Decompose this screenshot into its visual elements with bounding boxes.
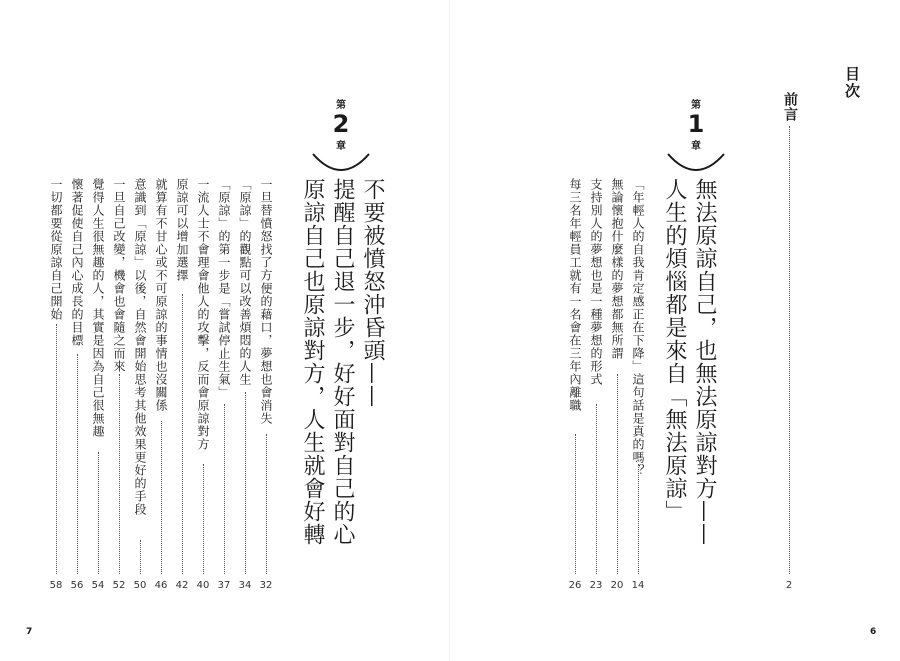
- chapter-2-zhang: 章: [336, 141, 346, 152]
- chapter-1-title-line-2: 人生的煩惱都是來自「無法原諒」: [662, 178, 687, 523]
- chapter-2-item-3[interactable]: 「原諒」的第一步是「嘗試停止生氣」: [217, 178, 231, 399]
- leader-dots: [575, 434, 576, 574]
- chapter-1-item-3[interactable]: 支持別人的夢想也是一種夢想的形式: [589, 178, 603, 386]
- chapter-1-zhang: 章: [691, 141, 701, 152]
- chapter-2-badge: [311, 96, 371, 174]
- chapter-1-title-line-1: 無法原諒自己，也無法原諒對方——: [692, 178, 717, 546]
- leader-dots: [245, 392, 246, 574]
- folio-left: 7: [26, 627, 33, 637]
- chapter-2-title-line-3: 原諒自己也原諒對方，人生就會好轉: [300, 178, 325, 546]
- chapter-2-item-9-page: 54: [91, 580, 105, 591]
- leader-dots: [638, 464, 639, 574]
- chapter-1-arc: [666, 152, 726, 174]
- preface-leader-dots: [789, 126, 790, 574]
- chapter-2-item-7-page: 50: [133, 580, 147, 591]
- chapter-2-item-5-page: 42: [175, 580, 189, 591]
- leader-dots: [140, 540, 141, 574]
- toc-title: 目次: [843, 66, 861, 100]
- chapter-2-item-2[interactable]: 「原諒」的觀點可以改善煩悶的人生: [238, 178, 252, 386]
- leader-dots: [119, 374, 120, 574]
- leader-dots: [224, 404, 225, 574]
- chapter-2-item-10[interactable]: 懷著促使自己內心成長的目標: [70, 178, 84, 347]
- chapter-2-item-4[interactable]: 一流人士不會理會他人的攻擊，反而會原諒對方: [196, 178, 210, 451]
- leader-dots: [98, 452, 99, 574]
- chapter-1-item-1-page: 14: [631, 580, 645, 591]
- chapter-2-di: 第: [336, 100, 346, 111]
- chapter-2-item-8[interactable]: 一旦自己改變，機會也會隨之而來: [112, 178, 126, 373]
- leader-dots: [203, 464, 204, 574]
- folio-right: 6: [870, 627, 877, 637]
- leader-dots: [56, 324, 57, 574]
- leader-dots: [596, 404, 597, 574]
- chapter-2-item-11-page: 58: [49, 580, 63, 591]
- leader-dots: [182, 294, 183, 574]
- leader-dots: [161, 421, 162, 574]
- leader-dots: [266, 434, 267, 574]
- chapter-1-di: 第: [691, 100, 701, 111]
- preface-label: 前言: [782, 92, 798, 122]
- chapter-1-item-2[interactable]: 無論懷抱什麼樣的夢想都無所謂: [610, 178, 624, 360]
- chapter-2-item-10-page: 56: [70, 580, 84, 591]
- chapter-2-title-line-2: 提醒自己退一步，好好面對自己的心: [330, 178, 355, 546]
- chapter-2-arc: [311, 152, 371, 174]
- leader-dots: [617, 374, 618, 574]
- chapter-2-item-7[interactable]: 意識到「原諒」以後，自然會開始思考其他效果更好的手段: [133, 178, 147, 516]
- chapter-1-item-4-page: 26: [568, 580, 582, 591]
- preface-page-number: 2: [785, 580, 793, 591]
- chapter-1-item-2-page: 20: [610, 580, 624, 591]
- chapter-2-item-5[interactable]: 原諒可以增加選擇: [175, 178, 189, 282]
- chapter-2-item-1[interactable]: 一旦替憤怒找了方便的藉口，夢想也會消失: [259, 178, 273, 425]
- chapter-2-item-9[interactable]: 覺得人生很無趣的人，其實是因為自己很無趣: [91, 178, 105, 438]
- chapter-2-title-line-1: 不要被憤怒沖昏頭——: [360, 178, 385, 408]
- chapter-1-number: 1: [687, 110, 705, 138]
- chapter-2-item-1-page: 32: [259, 580, 273, 591]
- chapter-2-item-8-page: 52: [112, 580, 126, 591]
- chapter-1-item-4[interactable]: 每三名年輕員工就有一名會在三年內離職: [568, 178, 582, 412]
- chapter-2-item-6[interactable]: 就算有不甘心或不可原諒的事情也沒關係: [154, 178, 168, 412]
- gutter: [449, 0, 450, 661]
- leader-dots: [77, 354, 78, 574]
- chapter-2-item-3-page: 37: [217, 580, 231, 591]
- chapter-1-badge: [666, 96, 726, 174]
- chapter-1-item-1[interactable]: 「年輕人的自我肯定感正在下降」這句話是真的嗎？: [631, 178, 645, 477]
- chapter-2-item-2-page: 34: [238, 580, 252, 591]
- chapter-2-item-11[interactable]: 一切都要從原諒自己開始: [49, 178, 63, 321]
- chapter-2-number: 2: [332, 110, 350, 138]
- chapter-1-item-3-page: 23: [589, 580, 603, 591]
- chapter-2-item-6-page: 46: [154, 580, 168, 591]
- chapter-2-item-4-page: 40: [196, 580, 210, 591]
